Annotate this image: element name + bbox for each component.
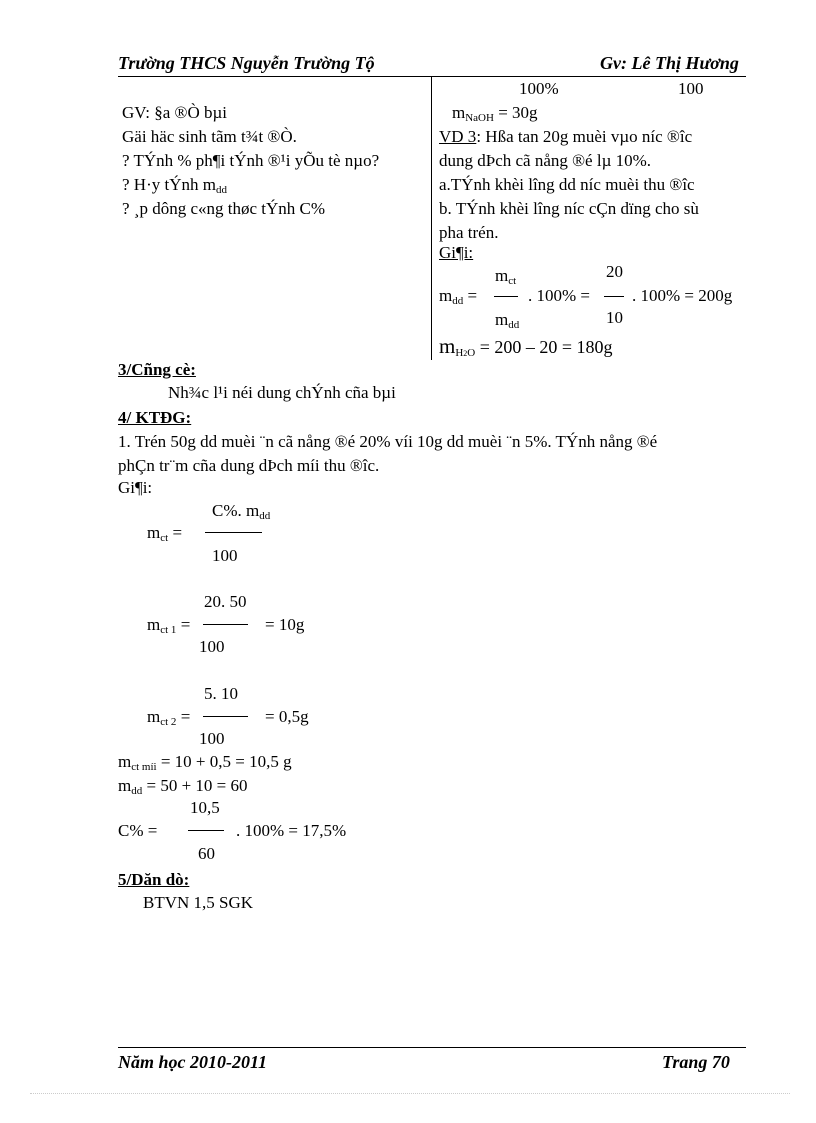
fd-left: C% =: [118, 821, 158, 840]
right-top-b: 100: [678, 79, 704, 98]
fa-denominator: 100: [212, 546, 238, 565]
section3-title: 3/Cñng cè:: [118, 360, 196, 379]
right-line-4: pha trén.: [439, 223, 499, 242]
f1-numerator: $m_{ct}$: [495, 266, 517, 287]
right-line-1: dung dÞch cã nång ®é lµ 10%.: [439, 151, 652, 170]
q1-line-1: 1. Trén 50g dd muèi ¨n cã nång ®é 20% víi 10g dd muèi ¨n 5%. TÝnh nång ®é: [118, 432, 658, 451]
fd-numerator: 10,5: [190, 798, 220, 817]
fb-denominator: 100: [199, 637, 225, 656]
left-line-2: Gäi häc sinh tãm t¾t ®Ò.: [122, 127, 297, 146]
f2-line: $m_{H2O} = 200 - 20 = 180g$: [439, 334, 613, 359]
fd-result: . 100% = 17,5%: [236, 821, 347, 840]
right-mnaoh: $m_{NaOH} = 30g$: [452, 103, 538, 124]
f1-left: $m_{dd}$ =: [439, 286, 478, 307]
vd3-line: VD 3: Hßa tan 20g muèi vµo níc ®îc: [439, 127, 693, 146]
q1-line-2: phÇn tr¨m cña dung dÞch míi thu ®îc.: [118, 456, 380, 475]
m-ct-moi-line: $m_{ct míi} = 10 + 0,5 = 10,5$ g: [118, 752, 292, 773]
fc-left: $m_{ct 2}$ =: [147, 707, 191, 728]
fd-fraction-bar: [188, 830, 224, 831]
header-teacher: Gv: Lê Thị Hương: [600, 53, 739, 73]
footer-page: Trang 70: [662, 1052, 730, 1072]
fa-fraction-bar: [205, 532, 262, 533]
fb-fraction-bar: [203, 624, 248, 625]
f1-tail: . 100% = 200g: [632, 286, 733, 305]
fc-fraction-bar: [203, 716, 248, 717]
section3-text: Nh¾c l¹i néi dung chÝnh cña bµi: [168, 383, 396, 402]
f1-denominator-2: 10: [606, 308, 623, 327]
fd-denominator: 60: [198, 844, 215, 863]
left-line-3: ? TÝnh % ph¶i tÝnh ®¹i yÕu tè nµo?: [122, 151, 380, 170]
section4-title: 4/ KTĐG:: [118, 408, 192, 427]
fa-left: $m_{ct}$ =: [147, 523, 183, 544]
m-dd-line: $m_{dd} = 50 + 10 = 60$: [118, 776, 248, 797]
f1-fraction-bar: [494, 296, 518, 297]
header-school: Trường THCS Nguyễn Trường Tộ: [118, 53, 375, 73]
footer-rule: [118, 1047, 746, 1048]
section5-title: 5/Dăn dò:: [118, 870, 190, 889]
right-line-3: b. TÝnh khèi lîng níc cÇn dïng cho sù: [439, 199, 699, 218]
fb-result: = 10g: [265, 615, 305, 634]
giai-label-2: Gi¶i:: [118, 478, 153, 497]
f1-mid: . 100% =: [528, 286, 590, 305]
fc-numerator: 5. 10: [204, 684, 238, 703]
section5-text: BTVN 1,5 SGK: [143, 893, 254, 912]
header-rule: [118, 76, 746, 77]
f1-numerator-2: 20: [606, 262, 623, 281]
footer-year: Năm học 2010-2011: [118, 1052, 268, 1072]
f1-denominator: $m_{dd}$: [495, 310, 520, 331]
f1-fraction-bar-2: [604, 296, 624, 297]
fb-numerator: 20. 50: [204, 592, 247, 611]
left-line-1: GV: §a ®Ò bµi: [122, 103, 228, 122]
fc-denominator: 100: [199, 729, 225, 748]
page-edge: [30, 1093, 790, 1094]
right-top-a: 100%: [519, 79, 559, 98]
fa-numerator: C%. $m_{dd}$: [212, 501, 271, 522]
fb-left: $m_{ct 1}$ =: [147, 615, 191, 636]
left-line-4: ? H·y tÝnh $m_{dd}$: [122, 175, 227, 196]
giai-label-1: Gi¶i:: [439, 243, 474, 262]
right-line-2: a.TÝnh khèi lîng dd níc muèi thu ®îc: [439, 175, 695, 194]
table-divider: [431, 77, 432, 360]
fc-result: = 0,5g: [265, 707, 309, 726]
left-line-5: ? ¸p dông c«ng thøc tÝnh C%: [122, 199, 326, 218]
